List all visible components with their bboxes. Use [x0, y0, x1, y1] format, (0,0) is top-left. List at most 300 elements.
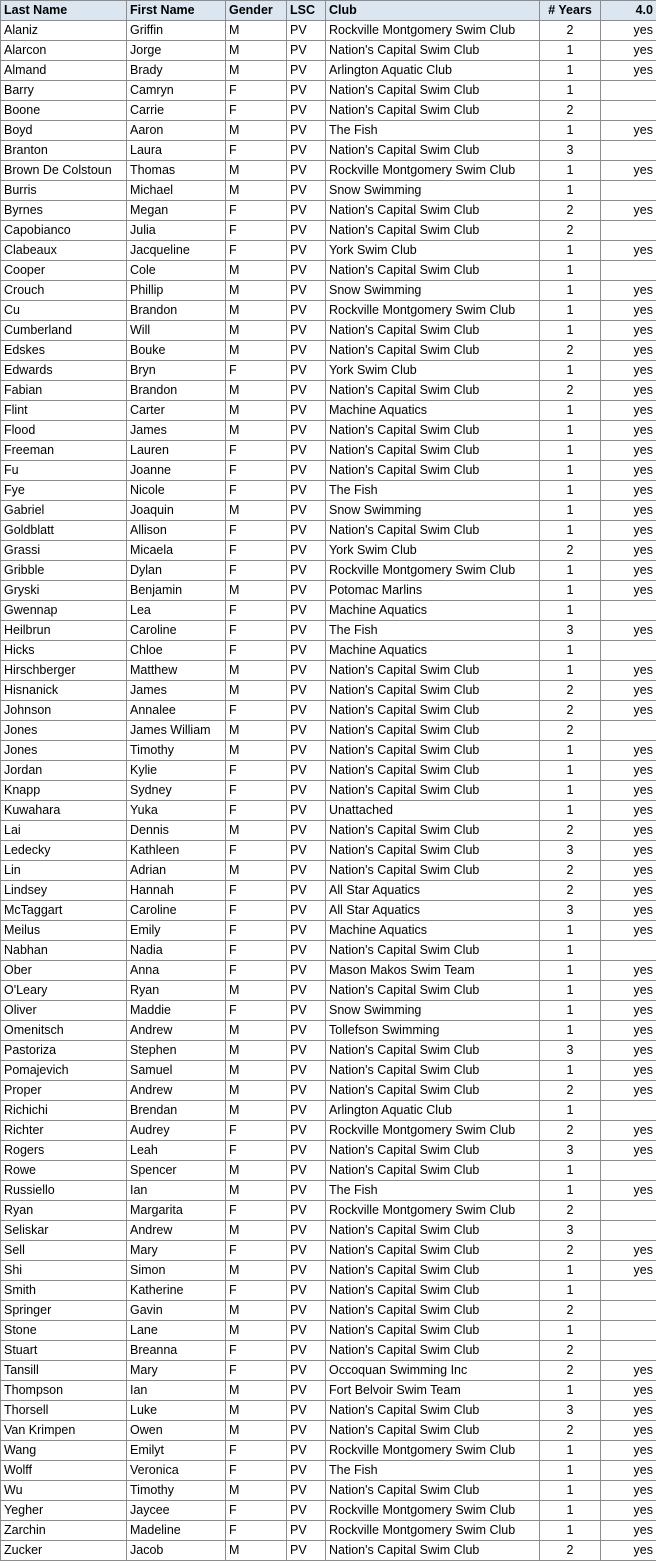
cell-gender: M	[226, 301, 287, 321]
cell-gender: M	[226, 1481, 287, 1501]
cell-four-point-oh: yes	[601, 161, 656, 181]
cell-last-name: Flood	[1, 421, 127, 441]
cell-gender: M	[226, 421, 287, 441]
table-row	[1, 701, 656, 721]
cell-first-name: Carter	[127, 401, 226, 421]
cell-four-point-oh	[601, 141, 656, 161]
cell-four-point-oh: yes	[601, 821, 656, 841]
cell-four-point-oh: yes	[601, 1461, 656, 1481]
cell-club: The Fish	[326, 1461, 540, 1481]
cell-gender: M	[226, 1181, 287, 1201]
table-row	[1, 781, 656, 801]
cell-years: 1	[540, 1521, 601, 1541]
cell-last-name: Brown De Colstoun	[1, 161, 127, 181]
cell-club: All Star Aquatics	[326, 901, 540, 921]
cell-first-name: Emilyt	[127, 1441, 226, 1461]
cell-club: Nation's Capital Swim Club	[326, 1221, 540, 1241]
cell-club: Machine Aquatics	[326, 921, 540, 941]
cell-gender: F	[226, 601, 287, 621]
cell-first-name: Lauren	[127, 441, 226, 461]
cell-four-point-oh: yes	[601, 401, 656, 421]
cell-first-name: Aaron	[127, 121, 226, 141]
cell-four-point-oh: yes	[601, 781, 656, 801]
table-row	[1, 1021, 656, 1041]
cell-four-point-oh	[601, 1221, 656, 1241]
cell-years: 1	[540, 481, 601, 501]
cell-years: 1	[540, 61, 601, 81]
cell-first-name: Kathleen	[127, 841, 226, 861]
cell-lsc: PV	[287, 181, 326, 201]
cell-years: 1	[540, 801, 601, 821]
cell-gender: F	[226, 621, 287, 641]
cell-first-name: Jacob	[127, 1541, 226, 1561]
table-body	[1, 21, 656, 1561]
cell-first-name: James	[127, 681, 226, 701]
cell-lsc: PV	[287, 221, 326, 241]
cell-years: 1	[540, 561, 601, 581]
cell-gender: M	[226, 41, 287, 61]
cell-lsc: PV	[287, 341, 326, 361]
cell-four-point-oh	[601, 1161, 656, 1181]
cell-lsc: PV	[287, 481, 326, 501]
cell-club: Snow Swimming	[326, 281, 540, 301]
cell-first-name: Caroline	[127, 901, 226, 921]
cell-first-name: Joaquin	[127, 501, 226, 521]
cell-club: Nation's Capital Swim Club	[326, 781, 540, 801]
cell-years: 3	[540, 1401, 601, 1421]
cell-club: Occoquan Swimming Inc	[326, 1361, 540, 1381]
cell-four-point-oh	[601, 1101, 656, 1121]
cell-first-name: Jacqueline	[127, 241, 226, 261]
cell-gender: M	[226, 281, 287, 301]
cell-four-point-oh: yes	[601, 1441, 656, 1461]
cell-gender: F	[226, 101, 287, 121]
table-row	[1, 1061, 656, 1081]
cell-club: Nation's Capital Swim Club	[326, 521, 540, 541]
cell-first-name: Julia	[127, 221, 226, 241]
table-row	[1, 1521, 656, 1541]
cell-last-name: Nabhan	[1, 941, 127, 961]
cell-four-point-oh	[601, 641, 656, 661]
cell-club: Rockville Montgomery Swim Club	[326, 561, 540, 581]
cell-four-point-oh: yes	[601, 361, 656, 381]
cell-four-point-oh: yes	[601, 1261, 656, 1281]
cell-gender: M	[226, 661, 287, 681]
cell-gender: M	[226, 181, 287, 201]
cell-lsc: PV	[287, 681, 326, 701]
cell-gender: F	[226, 701, 287, 721]
cell-club: Nation's Capital Swim Club	[326, 1341, 540, 1361]
cell-gender: M	[226, 1161, 287, 1181]
cell-club: Rockville Montgomery Swim Club	[326, 1501, 540, 1521]
table-row	[1, 1141, 656, 1161]
cell-lsc: PV	[287, 1241, 326, 1261]
table-row	[1, 441, 656, 461]
cell-years: 1	[540, 1501, 601, 1521]
table-row	[1, 741, 656, 761]
cell-club: The Fish	[326, 621, 540, 641]
cell-four-point-oh: yes	[601, 1181, 656, 1201]
table-row	[1, 801, 656, 821]
cell-last-name: Yegher	[1, 1501, 127, 1521]
cell-club: Nation's Capital Swim Club	[326, 141, 540, 161]
cell-first-name: Phillip	[127, 281, 226, 301]
cell-first-name: Luke	[127, 1401, 226, 1421]
table-row	[1, 61, 656, 81]
cell-lsc: PV	[287, 581, 326, 601]
cell-years: 1	[540, 741, 601, 761]
cell-last-name: Wu	[1, 1481, 127, 1501]
cell-years: 3	[540, 1221, 601, 1241]
cell-last-name: Springer	[1, 1301, 127, 1321]
cell-first-name: Stephen	[127, 1041, 226, 1061]
cell-years: 2	[540, 1361, 601, 1381]
cell-last-name: Wolff	[1, 1461, 127, 1481]
cell-last-name: Hicks	[1, 641, 127, 661]
cell-last-name: Jones	[1, 741, 127, 761]
cell-lsc: PV	[287, 41, 326, 61]
table-row	[1, 561, 656, 581]
cell-last-name: Lindsey	[1, 881, 127, 901]
cell-four-point-oh	[601, 1341, 656, 1361]
cell-gender: F	[226, 81, 287, 101]
cell-gender: M	[226, 741, 287, 761]
cell-four-point-oh: yes	[601, 1501, 656, 1521]
cell-lsc: PV	[287, 761, 326, 781]
cell-lsc: PV	[287, 1361, 326, 1381]
table-row	[1, 101, 656, 121]
cell-years: 2	[540, 101, 601, 121]
cell-years: 2	[540, 861, 601, 881]
cell-lsc: PV	[287, 861, 326, 881]
cell-last-name: Richter	[1, 1121, 127, 1141]
cell-club: Rockville Montgomery Swim Club	[326, 1201, 540, 1221]
cell-years: 1	[540, 401, 601, 421]
cell-years: 1	[540, 41, 601, 61]
cell-four-point-oh: yes	[601, 241, 656, 261]
header-row	[1, 1, 656, 21]
cell-gender: M	[226, 1541, 287, 1561]
cell-first-name: Joanne	[127, 461, 226, 481]
cell-first-name: Sydney	[127, 781, 226, 801]
cell-first-name: Camryn	[127, 81, 226, 101]
cell-lsc: PV	[287, 1181, 326, 1201]
cell-four-point-oh: yes	[601, 41, 656, 61]
cell-years: 2	[540, 701, 601, 721]
cell-years: 3	[540, 1041, 601, 1061]
cell-lsc: PV	[287, 541, 326, 561]
cell-first-name: Annalee	[127, 701, 226, 721]
table-row	[1, 1381, 656, 1401]
table-row	[1, 121, 656, 141]
table-row	[1, 301, 656, 321]
cell-club: Nation's Capital Swim Club	[326, 941, 540, 961]
cell-last-name: Kuwahara	[1, 801, 127, 821]
cell-club: Nation's Capital Swim Club	[326, 1261, 540, 1281]
cell-last-name: Stone	[1, 1321, 127, 1341]
cell-club: Nation's Capital Swim Club	[326, 261, 540, 281]
cell-first-name: Cole	[127, 261, 226, 281]
cell-club: Nation's Capital Swim Club	[326, 1141, 540, 1161]
cell-four-point-oh: yes	[601, 1361, 656, 1381]
cell-club: Nation's Capital Swim Club	[326, 41, 540, 61]
cell-lsc: PV	[287, 321, 326, 341]
cell-first-name: Dylan	[127, 561, 226, 581]
table-row	[1, 821, 656, 841]
cell-years: 1	[540, 961, 601, 981]
cell-years: 3	[540, 621, 601, 641]
cell-first-name: Ian	[127, 1181, 226, 1201]
cell-years: 1	[540, 421, 601, 441]
cell-last-name: Thorsell	[1, 1401, 127, 1421]
table-row	[1, 1041, 656, 1061]
cell-years: 2	[540, 1121, 601, 1141]
table-row	[1, 501, 656, 521]
cell-four-point-oh: yes	[601, 1421, 656, 1441]
cell-years: 1	[540, 281, 601, 301]
cell-four-point-oh	[601, 1201, 656, 1221]
cell-first-name: Timothy	[127, 741, 226, 761]
table-row	[1, 81, 656, 101]
cell-gender: M	[226, 321, 287, 341]
cell-first-name: Gavin	[127, 1301, 226, 1321]
header-club: Club	[326, 1, 540, 21]
cell-last-name: Heilbrun	[1, 621, 127, 641]
cell-club: Nation's Capital Swim Club	[326, 1041, 540, 1061]
cell-last-name: Wang	[1, 1441, 127, 1461]
cell-lsc: PV	[287, 461, 326, 481]
cell-first-name: Bryn	[127, 361, 226, 381]
cell-first-name: Benjamin	[127, 581, 226, 601]
cell-four-point-oh	[601, 81, 656, 101]
cell-last-name: Boone	[1, 101, 127, 121]
cell-four-point-oh: yes	[601, 1061, 656, 1081]
cell-years: 3	[540, 841, 601, 861]
cell-four-point-oh: yes	[601, 801, 656, 821]
cell-last-name: Pomajevich	[1, 1061, 127, 1081]
table-row	[1, 1221, 656, 1241]
cell-last-name: Gwennap	[1, 601, 127, 621]
header-first-name: First Name	[127, 1, 226, 21]
cell-club: Machine Aquatics	[326, 641, 540, 661]
table-row	[1, 421, 656, 441]
cell-last-name: Gryski	[1, 581, 127, 601]
table-row	[1, 1441, 656, 1461]
cell-last-name: Alaniz	[1, 21, 127, 41]
cell-years: 1	[540, 181, 601, 201]
cell-years: 1	[540, 1381, 601, 1401]
table-row	[1, 761, 656, 781]
cell-lsc: PV	[287, 1081, 326, 1101]
cell-last-name: Gabriel	[1, 501, 127, 521]
cell-gender: M	[226, 1101, 287, 1121]
cell-club: Nation's Capital Swim Club	[326, 761, 540, 781]
cell-first-name: Maddie	[127, 1001, 226, 1021]
cell-first-name: Allison	[127, 521, 226, 541]
cell-last-name: Sell	[1, 1241, 127, 1261]
cell-years: 1	[540, 1001, 601, 1021]
cell-four-point-oh	[601, 101, 656, 121]
cell-years: 1	[540, 121, 601, 141]
cell-four-point-oh: yes	[601, 301, 656, 321]
cell-gender: M	[226, 121, 287, 141]
cell-lsc: PV	[287, 921, 326, 941]
cell-first-name: Audrey	[127, 1121, 226, 1141]
cell-lsc: PV	[287, 1401, 326, 1421]
cell-four-point-oh: yes	[601, 541, 656, 561]
cell-club: Unattached	[326, 801, 540, 821]
cell-gender: F	[226, 781, 287, 801]
cell-years: 1	[540, 1161, 601, 1181]
cell-last-name: Omenitsch	[1, 1021, 127, 1041]
cell-lsc: PV	[287, 381, 326, 401]
cell-club: Nation's Capital Swim Club	[326, 1541, 540, 1561]
cell-years: 1	[540, 1101, 601, 1121]
cell-years: 1	[540, 581, 601, 601]
cell-first-name: Mary	[127, 1361, 226, 1381]
table-row	[1, 521, 656, 541]
table-row	[1, 1301, 656, 1321]
cell-lsc: PV	[287, 961, 326, 981]
cell-first-name: Micaela	[127, 541, 226, 561]
cell-last-name: Seliskar	[1, 1221, 127, 1241]
cell-gender: M	[226, 581, 287, 601]
cell-years: 2	[540, 1241, 601, 1261]
cell-four-point-oh: yes	[601, 1401, 656, 1421]
cell-first-name: Andrew	[127, 1021, 226, 1041]
cell-last-name: Cooper	[1, 261, 127, 281]
cell-gender: M	[226, 1081, 287, 1101]
cell-gender: M	[226, 1021, 287, 1041]
cell-first-name: Will	[127, 321, 226, 341]
cell-gender: F	[226, 1201, 287, 1221]
cell-last-name: Proper	[1, 1081, 127, 1101]
cell-club: Nation's Capital Swim Club	[326, 441, 540, 461]
cell-four-point-oh: yes	[601, 701, 656, 721]
cell-lsc: PV	[287, 1101, 326, 1121]
cell-years: 2	[540, 1341, 601, 1361]
cell-club: Rockville Montgomery Swim Club	[326, 21, 540, 41]
cell-club: Snow Swimming	[326, 1001, 540, 1021]
cell-lsc: PV	[287, 841, 326, 861]
cell-years: 2	[540, 681, 601, 701]
cell-four-point-oh	[601, 941, 656, 961]
table-row	[1, 1281, 656, 1301]
cell-last-name: Richichi	[1, 1101, 127, 1121]
cell-years: 2	[540, 821, 601, 841]
cell-first-name: James	[127, 421, 226, 441]
table-row	[1, 941, 656, 961]
table-row	[1, 321, 656, 341]
cell-club: Nation's Capital Swim Club	[326, 221, 540, 241]
cell-years: 2	[540, 1201, 601, 1221]
cell-last-name: Almand	[1, 61, 127, 81]
cell-club: Nation's Capital Swim Club	[326, 741, 540, 761]
cell-first-name: Kylie	[127, 761, 226, 781]
table-row	[1, 881, 656, 901]
table-row	[1, 541, 656, 561]
header-four-point-oh: 4.0	[601, 1, 656, 21]
cell-years: 1	[540, 641, 601, 661]
table-row	[1, 1101, 656, 1121]
cell-last-name: Ober	[1, 961, 127, 981]
cell-years: 1	[540, 361, 601, 381]
cell-four-point-oh	[601, 261, 656, 281]
table-row	[1, 981, 656, 1001]
cell-club: Nation's Capital Swim Club	[326, 1081, 540, 1101]
cell-last-name: Oliver	[1, 1001, 127, 1021]
table-row	[1, 201, 656, 221]
cell-club: Rockville Montgomery Swim Club	[326, 301, 540, 321]
cell-lsc: PV	[287, 701, 326, 721]
cell-four-point-oh: yes	[601, 581, 656, 601]
cell-lsc: PV	[287, 1321, 326, 1341]
cell-last-name: Knapp	[1, 781, 127, 801]
cell-lsc: PV	[287, 821, 326, 841]
cell-club: Nation's Capital Swim Club	[326, 701, 540, 721]
cell-gender: M	[226, 381, 287, 401]
cell-last-name: Crouch	[1, 281, 127, 301]
table-row	[1, 141, 656, 161]
cell-lsc: PV	[287, 201, 326, 221]
cell-four-point-oh: yes	[601, 501, 656, 521]
table-row	[1, 641, 656, 661]
cell-lsc: PV	[287, 1041, 326, 1061]
cell-club: York Swim Club	[326, 541, 540, 561]
cell-last-name: Russiello	[1, 1181, 127, 1201]
table-row	[1, 621, 656, 641]
cell-lsc: PV	[287, 1161, 326, 1181]
cell-years: 2	[540, 341, 601, 361]
cell-first-name: Megan	[127, 201, 226, 221]
cell-gender: F	[226, 541, 287, 561]
cell-gender: F	[226, 141, 287, 161]
cell-gender: F	[226, 1341, 287, 1361]
cell-lsc: PV	[287, 1501, 326, 1521]
cell-four-point-oh: yes	[601, 621, 656, 641]
cell-lsc: PV	[287, 1461, 326, 1481]
cell-first-name: Leah	[127, 1141, 226, 1161]
cell-lsc: PV	[287, 261, 326, 281]
cell-lsc: PV	[287, 241, 326, 261]
table-row	[1, 161, 656, 181]
cell-first-name: Yuka	[127, 801, 226, 821]
cell-first-name: Andrew	[127, 1221, 226, 1241]
cell-last-name: Barry	[1, 81, 127, 101]
cell-lsc: PV	[287, 1341, 326, 1361]
cell-years: 1	[540, 661, 601, 681]
cell-first-name: Thomas	[127, 161, 226, 181]
table-row	[1, 281, 656, 301]
cell-last-name: Fu	[1, 461, 127, 481]
cell-years: 1	[540, 781, 601, 801]
cell-first-name: Margarita	[127, 1201, 226, 1221]
cell-lsc: PV	[287, 1201, 326, 1221]
cell-four-point-oh: yes	[601, 1241, 656, 1261]
cell-last-name: Edwards	[1, 361, 127, 381]
cell-lsc: PV	[287, 501, 326, 521]
table-row	[1, 901, 656, 921]
table-row	[1, 1161, 656, 1181]
cell-four-point-oh: yes	[601, 481, 656, 501]
cell-four-point-oh: yes	[601, 121, 656, 141]
cell-last-name: Shi	[1, 1261, 127, 1281]
cell-club: Nation's Capital Swim Club	[326, 321, 540, 341]
table-row	[1, 1321, 656, 1341]
cell-gender: F	[226, 561, 287, 581]
cell-lsc: PV	[287, 1141, 326, 1161]
cell-gender: F	[226, 761, 287, 781]
